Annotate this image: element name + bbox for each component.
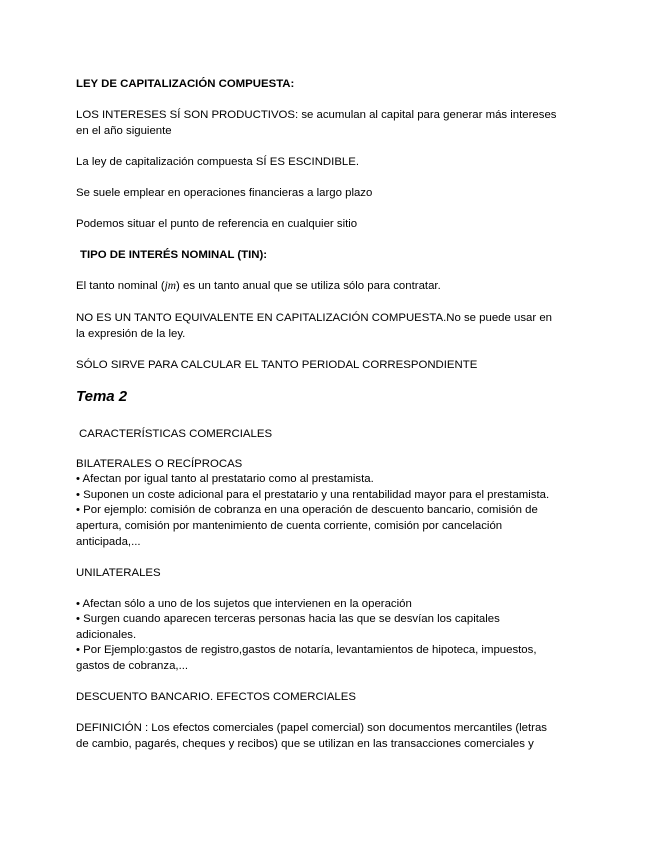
- paragraph-definicion-line-2: de cambio, pagarés, cheques y recibos) que se utilizan en las transacciones comerciales y: [76, 738, 534, 750]
- paragraph-no-equivalente-line-1: NO ES UN TANTO EQUIVALENTE EN CAPITALIZACIÓN COMPUESTA.No se puede usar en: [76, 312, 553, 324]
- paragraph-escindible: La ley de capitalización compuesta SÍ ES ESCINDIBLE.: [76, 156, 360, 168]
- bullet-unilateral-2-line-2: adicionales.: [76, 629, 137, 641]
- bullet-unilateral-3-line-1: • Por Ejemplo:gastos de registro,gastos de notaría, levantamientos de hipoteca, impuestos,: [76, 644, 537, 656]
- bullet-unilateral-2-line-1: • Surgen cuando aparecen terceras personas hacia las que se desvían los capitales: [76, 613, 500, 625]
- heading-tema-2: Tema 2: [76, 388, 128, 405]
- paragraph-tanto-nominal: [76, 279, 441, 293]
- heading-caracteristicas: CARACTERÍSTICAS COMERCIALES: [79, 428, 273, 440]
- bullet-bilateral-2: • Suponen un coste adicional para el prestatario y una rentabilidad mayor para el prestamista.: [76, 489, 550, 501]
- paragraph-intereses-line-1: LOS INTERESES SÍ SON PRODUCTIVOS: se acumulan al capital para generar más intereses: [76, 109, 557, 121]
- paragraph-intereses-line-2: en el año siguiente: [76, 125, 172, 137]
- jm-symbol: jm: [164, 280, 177, 292]
- bullet-bilateral-3-line-2: apertura, comisión por mantenimiento de cuenta corriente, comisión por cancelación: [76, 520, 503, 532]
- bullet-unilateral-3-line-2: gastos de cobranza,...: [76, 660, 189, 672]
- paragraph-no-equivalente-line-2: la expresión de la ley.: [76, 328, 186, 340]
- heading-descuento-bancario: DESCUENTO BANCARIO. EFECTOS COMERCIALES: [76, 691, 356, 703]
- bullet-bilateral-3-line-1: • Por ejemplo: comisión de cobranza en una operación de descuento bancario, comisión de: [76, 504, 538, 516]
- paragraph-solo-sirve: SÓLO SIRVE PARA CALCULAR EL TANTO PERIODAL CORRESPONDIENTE: [76, 359, 478, 371]
- bullet-unilateral-1: • Afectan sólo a uno de los sujetos que intervienen en la operación: [76, 598, 412, 610]
- bullet-bilateral-1: • Afectan por igual tanto al prestatario como al prestamista.: [76, 473, 374, 485]
- tanto-nominal-pre: El tanto nominal (: [76, 280, 165, 292]
- heading-ley-capitalizacion: LEY DE CAPITALIZACIÓN COMPUESTA:: [76, 78, 295, 90]
- heading-unilaterales: UNILATERALES: [76, 567, 161, 579]
- paragraph-largo-plazo: Se suele emplear en operaciones financieras a largo plazo: [76, 187, 373, 199]
- bullet-bilateral-3-line-3: anticipada,...: [76, 536, 141, 548]
- paragraph-punto-referencia: Podemos situar el punto de referencia en cualquier sitio: [76, 218, 358, 230]
- tanto-nominal-post: ) es un tanto anual que se utiliza sólo para contratar.: [176, 280, 441, 292]
- paragraph-definicion-line-1: DEFINICIÓN : Los efectos comerciales (papel comercial) son documentos mercantiles (letras: [76, 722, 547, 734]
- heading-bilaterales: BILATERALES O RECÍPROCAS: [76, 458, 243, 470]
- heading-tin: TIPO DE INTERÉS NOMINAL (TIN):: [80, 249, 268, 261]
